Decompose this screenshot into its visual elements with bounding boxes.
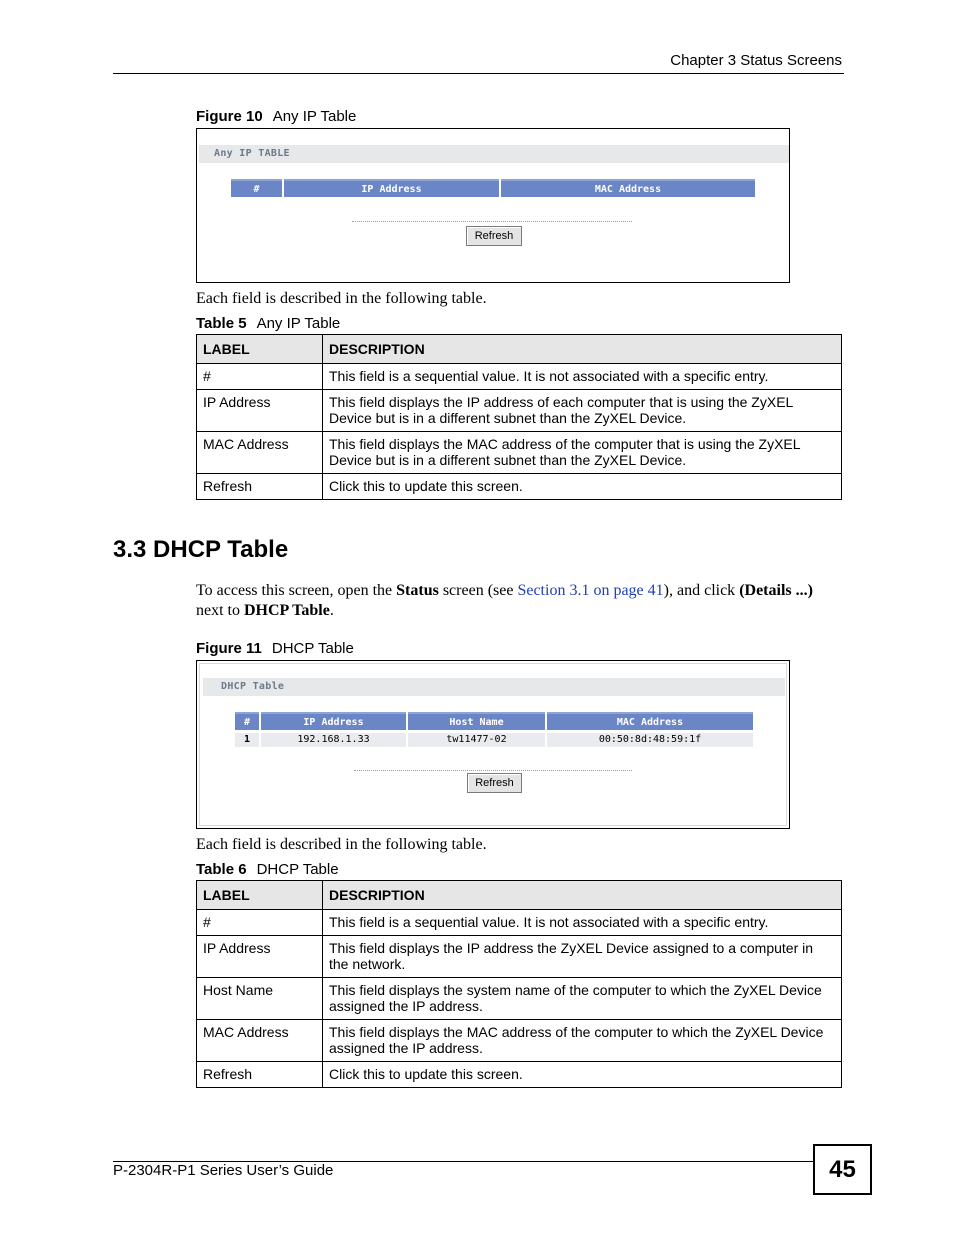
table-row <box>197 1062 842 1088</box>
row-label: Refresh <box>197 1062 323 1088</box>
table-5 <box>196 334 842 500</box>
figure-11-caption <box>196 640 354 657</box>
text-fragment: screen (see <box>438 582 518 599</box>
row-description: This field is a sequential value. It is not associated with a specific entry. <box>323 364 842 390</box>
figure-10-screenshot <box>196 128 790 283</box>
dhcp-col-mac-address: MAC Address <box>547 712 753 730</box>
dhcp-cell-mac-address: 00:50:8d:48:59:1f <box>547 733 753 747</box>
row-label: Host Name <box>197 978 323 1020</box>
dhcp-col-number: # <box>235 712 259 730</box>
dhcp-col-host-name: Host Name <box>408 712 545 730</box>
table-row <box>197 936 842 978</box>
table-row <box>197 474 842 500</box>
figure-10-number: Figure 10 <box>196 108 263 125</box>
table-5-caption <box>196 315 340 332</box>
row-description: This field displays the system name of the computer to which the ZyXEL Device assigned the IP address. <box>323 978 842 1020</box>
any-ip-col-number: # <box>231 179 282 197</box>
header-description: DESCRIPTION <box>323 335 842 364</box>
table-header-row <box>197 881 842 910</box>
dhcp-cell-number: 1 <box>235 733 259 747</box>
header-label: LABEL <box>197 881 323 910</box>
page-number: 45 <box>813 1144 872 1195</box>
table-row <box>197 910 842 936</box>
guide-title: P-2304R-P1 Series User’s Guide <box>113 1162 334 1179</box>
table-6 <box>196 880 842 1088</box>
row-label: IP Address <box>197 936 323 978</box>
table-6-number: Table 6 <box>196 861 247 878</box>
any-ip-col-mac-address: MAC Address <box>501 179 755 197</box>
header-description: DESCRIPTION <box>323 881 842 910</box>
row-label: # <box>197 364 323 390</box>
section-link[interactable]: Section 3.1 on page 41 <box>517 582 664 599</box>
section-paragraph <box>196 581 842 621</box>
intro-paragraph-2: Each field is described in the following table. <box>196 836 487 853</box>
row-label: IP Address <box>197 390 323 432</box>
intro-paragraph-1: Each field is described in the following table. <box>196 290 487 307</box>
table-5-title: Any IP Table <box>256 315 341 332</box>
dhcp-title-bar <box>203 678 785 696</box>
table-row <box>197 364 842 390</box>
text-fragment: To access this screen, open the <box>196 582 397 599</box>
figure-11-screenshot <box>196 660 790 829</box>
row-description: This field displays the MAC address of the computer to which the ZyXEL Device assigned the IP address. <box>323 1020 842 1062</box>
text-fragment: next to <box>196 602 244 619</box>
dotted-divider <box>354 770 632 771</box>
refresh-button[interactable]: Refresh <box>467 773 522 793</box>
row-label: MAC Address <box>197 432 323 474</box>
row-description: This field displays the IP address the ZyXEL Device assigned to a computer in the network. <box>323 936 842 978</box>
row-description: This field displays the IP address of each computer that is using the ZyXEL Device but is in a different subnet than the ZyXEL Device. <box>323 390 842 432</box>
dhcp-panel-title: DHCP Table <box>221 681 285 692</box>
row-label: # <box>197 910 323 936</box>
row-label: Refresh <box>197 474 323 500</box>
row-description: This field is a sequential value. It is not associated with a specific entry. <box>323 910 842 936</box>
status-term: Status <box>396 582 439 599</box>
table-row <box>197 432 842 474</box>
dhcp-cell-host-name: tw11477-02 <box>408 733 545 747</box>
row-label: MAC Address <box>197 1020 323 1062</box>
row-description: Click this to update this screen. <box>323 1062 842 1088</box>
any-ip-title-bar <box>199 145 789 163</box>
details-term: (Details ...) <box>739 582 813 599</box>
figure-10-title: Any IP Table <box>272 108 357 125</box>
header-rule <box>113 73 844 74</box>
table-6-caption <box>196 861 339 878</box>
header-label: LABEL <box>197 335 323 364</box>
refresh-button[interactable]: Refresh <box>466 226 522 246</box>
text-fragment: ), and click <box>663 582 740 599</box>
table-header-row <box>197 335 842 364</box>
dotted-divider <box>352 221 632 222</box>
figure-11-number: Figure 11 <box>196 640 262 657</box>
running-header: Chapter 3 Status Screens <box>670 52 842 69</box>
table-row <box>197 978 842 1020</box>
table-6-title: DHCP Table <box>256 861 339 878</box>
table-5-number: Table 5 <box>196 315 247 332</box>
figure-10-caption <box>196 108 356 125</box>
dhcp-cell-ip-address: 192.168.1.33 <box>261 733 406 747</box>
row-description: This field displays the MAC address of the computer that is using the ZyXEL Device but is in a different subnet than the ZyXEL Device. <box>323 432 842 474</box>
any-ip-col-ip-address: IP Address <box>284 179 499 197</box>
row-description: Click this to update this screen. <box>323 474 842 500</box>
figure-11-title: DHCP Table <box>271 640 354 657</box>
section-heading: 3.3 DHCP Table <box>113 536 289 563</box>
any-ip-panel-title: Any IP TABLE <box>214 148 290 159</box>
dhcp-col-ip-address: IP Address <box>261 712 406 730</box>
text-fragment: . <box>329 602 334 619</box>
dhcp-table-term: DHCP Table <box>244 602 330 619</box>
table-row <box>197 390 842 432</box>
table-row <box>197 1020 842 1062</box>
